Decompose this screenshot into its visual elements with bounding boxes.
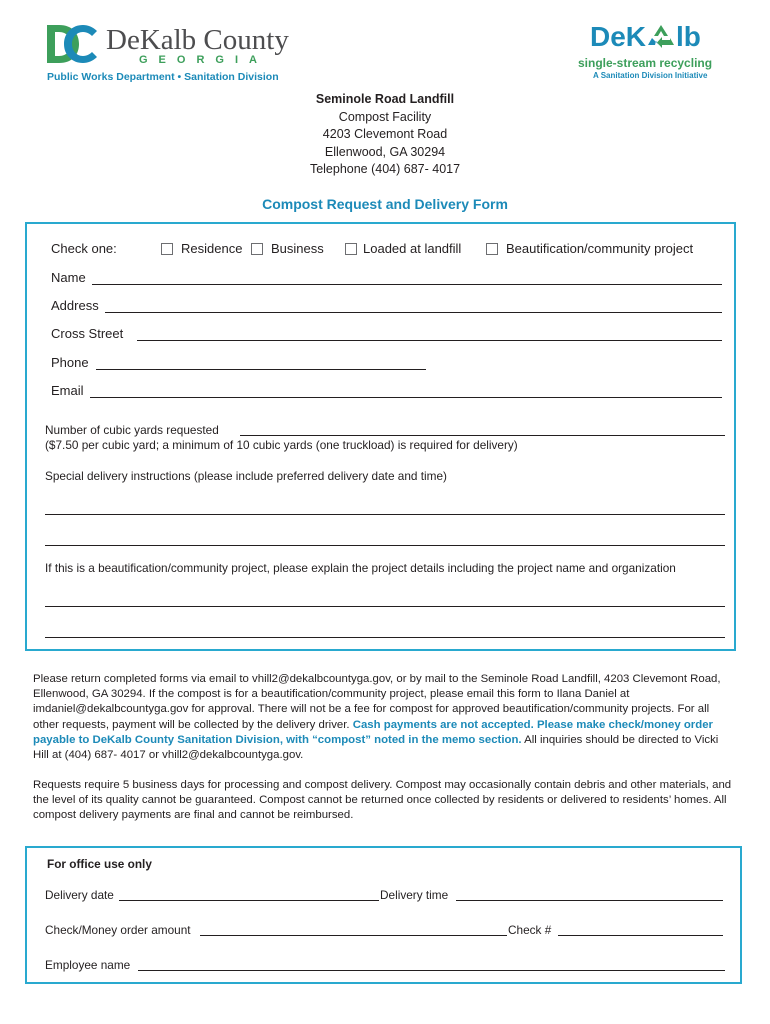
beautification-details-line-1[interactable] [45,606,725,607]
check-amount-field[interactable] [200,935,507,936]
recycle-arrows-icon [646,23,676,49]
name-label: Name [51,270,86,285]
employee-name-field[interactable] [138,970,725,971]
dekalb-county-dc-logo-icon [43,22,99,66]
payment-warning: Cash payments are not accepted. Please make check/money order payable to DeKalb County Sanitation Division, with “compost” noted in the memo section. [33,718,713,746]
county-name: DeKalb County [106,24,289,56]
loaded-at-landfill-checkbox[interactable] [345,243,357,255]
address-field[interactable] [105,312,722,313]
facility-type: Compost Facility [338,109,432,124]
address-label: Address [51,298,99,313]
recycle-logo-subtitle: A Sanitation Division Initiative [593,71,708,80]
check-number-field[interactable] [558,935,723,936]
email-label: Email [51,383,84,398]
dekalb-recycling-logo: DeK lb [590,21,701,52]
business-checkbox[interactable] [251,243,263,255]
business-option-label: Business [271,241,324,256]
facility-phone: Telephone (404) 687- 4017 [309,162,461,176]
cross-street-label: Cross Street [51,326,124,341]
processing-terms-paragraph: Requests require 5 business days for processing and compost delivery. Compost may occasionally contain debris and other materials, and the level of its quality cannot be guaranteed. Compost cannot be returned once collected by residents or delivered to residents’ homes. All compost delivery payments are final and cannot be reimbursed. [33,779,732,822]
residence-option-label: Residence [181,241,243,256]
email-field[interactable] [90,397,722,398]
beautification-option-label: Beautification/community project [506,241,694,256]
special-instructions-line-2[interactable] [45,545,725,546]
name-field[interactable] [92,284,722,285]
facility-name: Seminole Road Landfill [315,92,455,106]
delivery-date-label: Delivery date [45,888,114,902]
facility-city: Ellenwood, GA 30294 [324,144,446,159]
phone-label: Phone [51,355,89,370]
facility-street: 4203 Clevemont Road [322,127,448,141]
county-state: GEORGIA [139,54,268,66]
cubic-yards-label: Number of cubic yards requested [45,423,219,437]
cross-street-field[interactable] [137,340,722,341]
delivery-date-field[interactable] [119,900,379,901]
residence-checkbox[interactable] [161,243,173,255]
facility-address-block [0,91,770,179]
pricing-note: ($7.50 per cubic yard; a minimum of 10 cubic yards (one truckload) is required for delivery) [45,438,518,452]
county-department: Public Works Department • Sanitation Division [47,71,279,83]
delivery-time-label: Delivery time [380,888,449,902]
loaded-at-landfill-option-label: Loaded at landfill [363,241,462,256]
delivery-time-field[interactable] [456,900,723,901]
recycle-logo-tagline: single-stream recycling [578,56,713,70]
return-instructions-paragraph: Please return completed forms via email to vhill2@dekalbcountyga.gov, or by mail to the Seminole Road Landfill, 4203 Clevemont Road, Ellenwood, GA 30294. If the compost is for a beautification/community project, please email this form to Ilana Daniel at imdaniel@dekalbcountyga.gov for approval. There will not be a fee for compost for approved beautification/community projects. For all other requests, payment will be collected by the delivery driver. Cash payments are not accepted. Please make check/money order payable to DeKalb County Sanitation Division, with “compost” noted in the memo section. All inquiries should be directed to Vicki Hill at (404) 687- 4017 or vhill2@dekalbcountyga.gov. [33,673,721,762]
employee-name-label: Employee name [45,958,131,972]
check-one-label: Check one: [51,241,117,256]
check-amount-label: Check/Money order amount [45,923,191,937]
cubic-yards-field[interactable] [240,435,725,436]
beautification-details-label: If this is a beautification/community project, please explain the project details including the project name and organization [45,561,676,575]
special-instructions-line-1[interactable] [45,514,725,515]
phone-field[interactable] [96,369,426,370]
beautification-checkbox[interactable] [486,243,498,255]
form-title: Compost Request and Delivery Form [262,196,508,212]
office-use-title: For office use only [47,857,152,871]
beautification-details-line-2[interactable] [45,637,725,638]
special-instructions-label: Special delivery instructions (please include preferred delivery date and time) [45,469,447,483]
check-number-label: Check # [508,923,552,937]
